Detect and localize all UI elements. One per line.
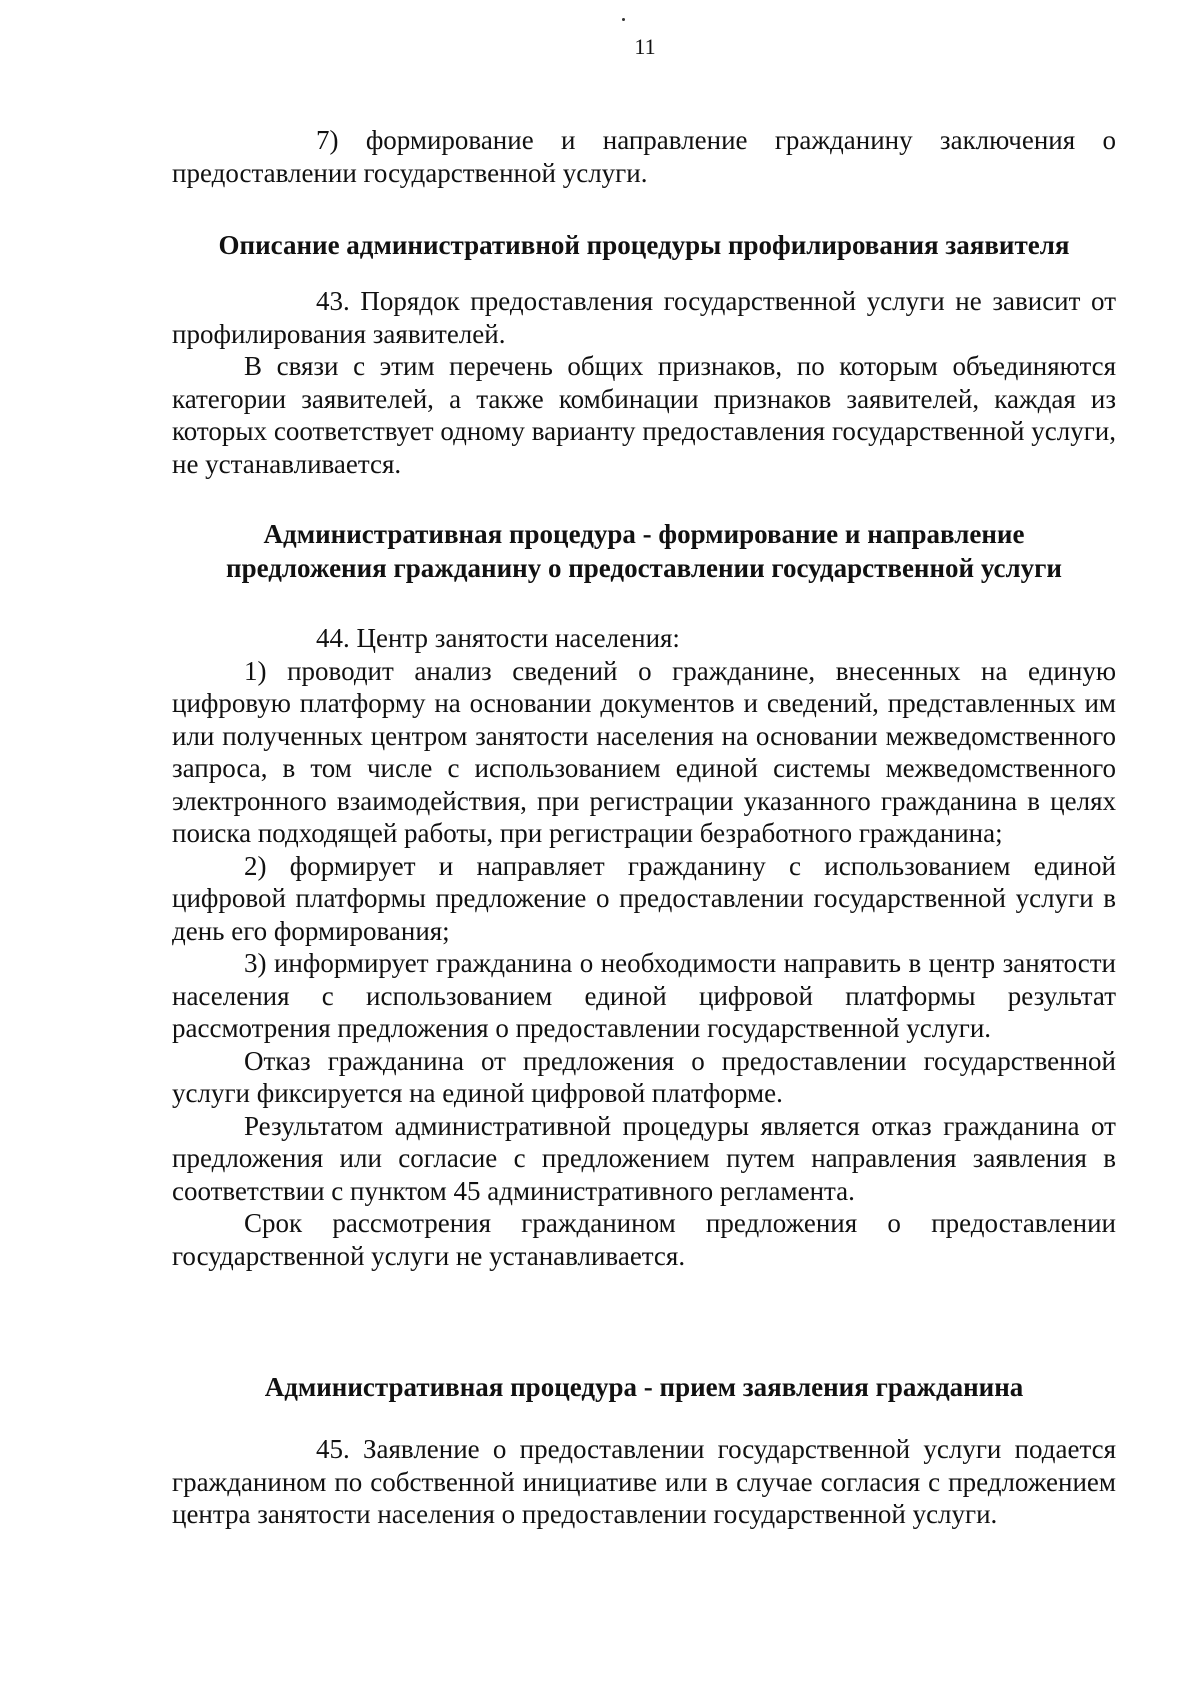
item-7-number: 7) — [316, 125, 339, 155]
paragraph-45 — [172, 1433, 1116, 1531]
paragraph-44-number: 44. — [316, 623, 350, 653]
item-7-block — [172, 124, 1116, 189]
paragraph-44 — [172, 622, 1116, 655]
paragraph-44-block — [172, 622, 1116, 1272]
section-offer — [172, 517, 1116, 585]
paragraph-45-text: Заявление о предоставлении государственной услуги подается гражданином по собственной инициативе или в случае согласия с предложением центра занятости населения о предоставлении государственной услуги. — [172, 1434, 1116, 1529]
section-profiling — [172, 228, 1116, 262]
paragraph-44-subitem-1: 1) проводит анализ сведений о гражданине, внесенных на единую цифровую платформу на основании документов и сведений, представленных им или полученных центром занятости населения на основании межведомственного запроса, в том числе с использованием единой системы межведомственного электронного взаимодействия, при регистрации указанного гражданина в целях поиска подходящей работы, при регистрации безработного гражданина; — [172, 655, 1116, 848]
paragraph-45-number: 45. — [316, 1434, 350, 1464]
paragraph-44-subitem-2: 2) формирует и направляет гражданину с использованием единой цифровой платформы предложение о предоставлении государственной услуги в день его формирования; — [172, 850, 1116, 946]
paragraph-44-subitem-3: 3) информирует гражданина о необходимости направить в центр занятости населения с использованием единой цифровой платформы результат рассмотрения предложения о предоставлении государственной услуги. — [172, 948, 1116, 1043]
item-7-paragraph — [172, 124, 1116, 189]
paragraph-44-text: Центр занятости населения: — [356, 623, 680, 653]
paragraph-43 — [172, 285, 1116, 350]
section-application — [172, 1370, 1116, 1404]
section-profiling-heading: Описание административной процедуры профилирования заявителя — [218, 230, 1070, 260]
section-offer-heading-line-1: Административная процедура - формирование и направление — [263, 519, 1025, 549]
section-application-heading: Административная процедура - прием заявления гражданина — [264, 1372, 1024, 1402]
section-offer-heading — [172, 517, 1116, 585]
page-number: 11 — [634, 34, 656, 59]
item-7-text: формирование и направление гражданину заключения о предоставлении государственной услуги. — [172, 125, 1116, 188]
scan-artifact-dot — [622, 18, 625, 21]
paragraph-43-text: Порядок предоставления государственной услуги не зависит от профилирования заявителей. — [172, 286, 1116, 349]
paragraph-44-result: Результатом административной процедуры является отказ гражданина от предложения или согласие с предложением путем направления заявления в соответствии с пунктом 45 административного регламента. — [172, 1110, 1116, 1206]
section-offer-heading-line-2: предложения гражданину о предоставлении государственной услуги — [226, 553, 1062, 583]
paragraph-43-number: 43. — [316, 286, 350, 316]
paragraph-43-continued: В связи с этим перечень общих признаков, по которым объединяются категории заявителей, а также комбинации признаков заявителей, каждая из которых соответствует одному варианту предоставления государственной услуги, не устанавливается. — [172, 351, 1116, 479]
paragraph-43-block — [172, 285, 1116, 480]
paragraph-44-refusal: Отказ гражданина от предложения о предоставлении государственной услуги фиксируется на единой цифровой платформе. — [172, 1045, 1116, 1108]
paragraph-44-term: Срок рассмотрения гражданином предложения о предоставлении государственной услуги не устанавливается. — [172, 1208, 1116, 1271]
paragraph-45-block — [172, 1433, 1116, 1531]
